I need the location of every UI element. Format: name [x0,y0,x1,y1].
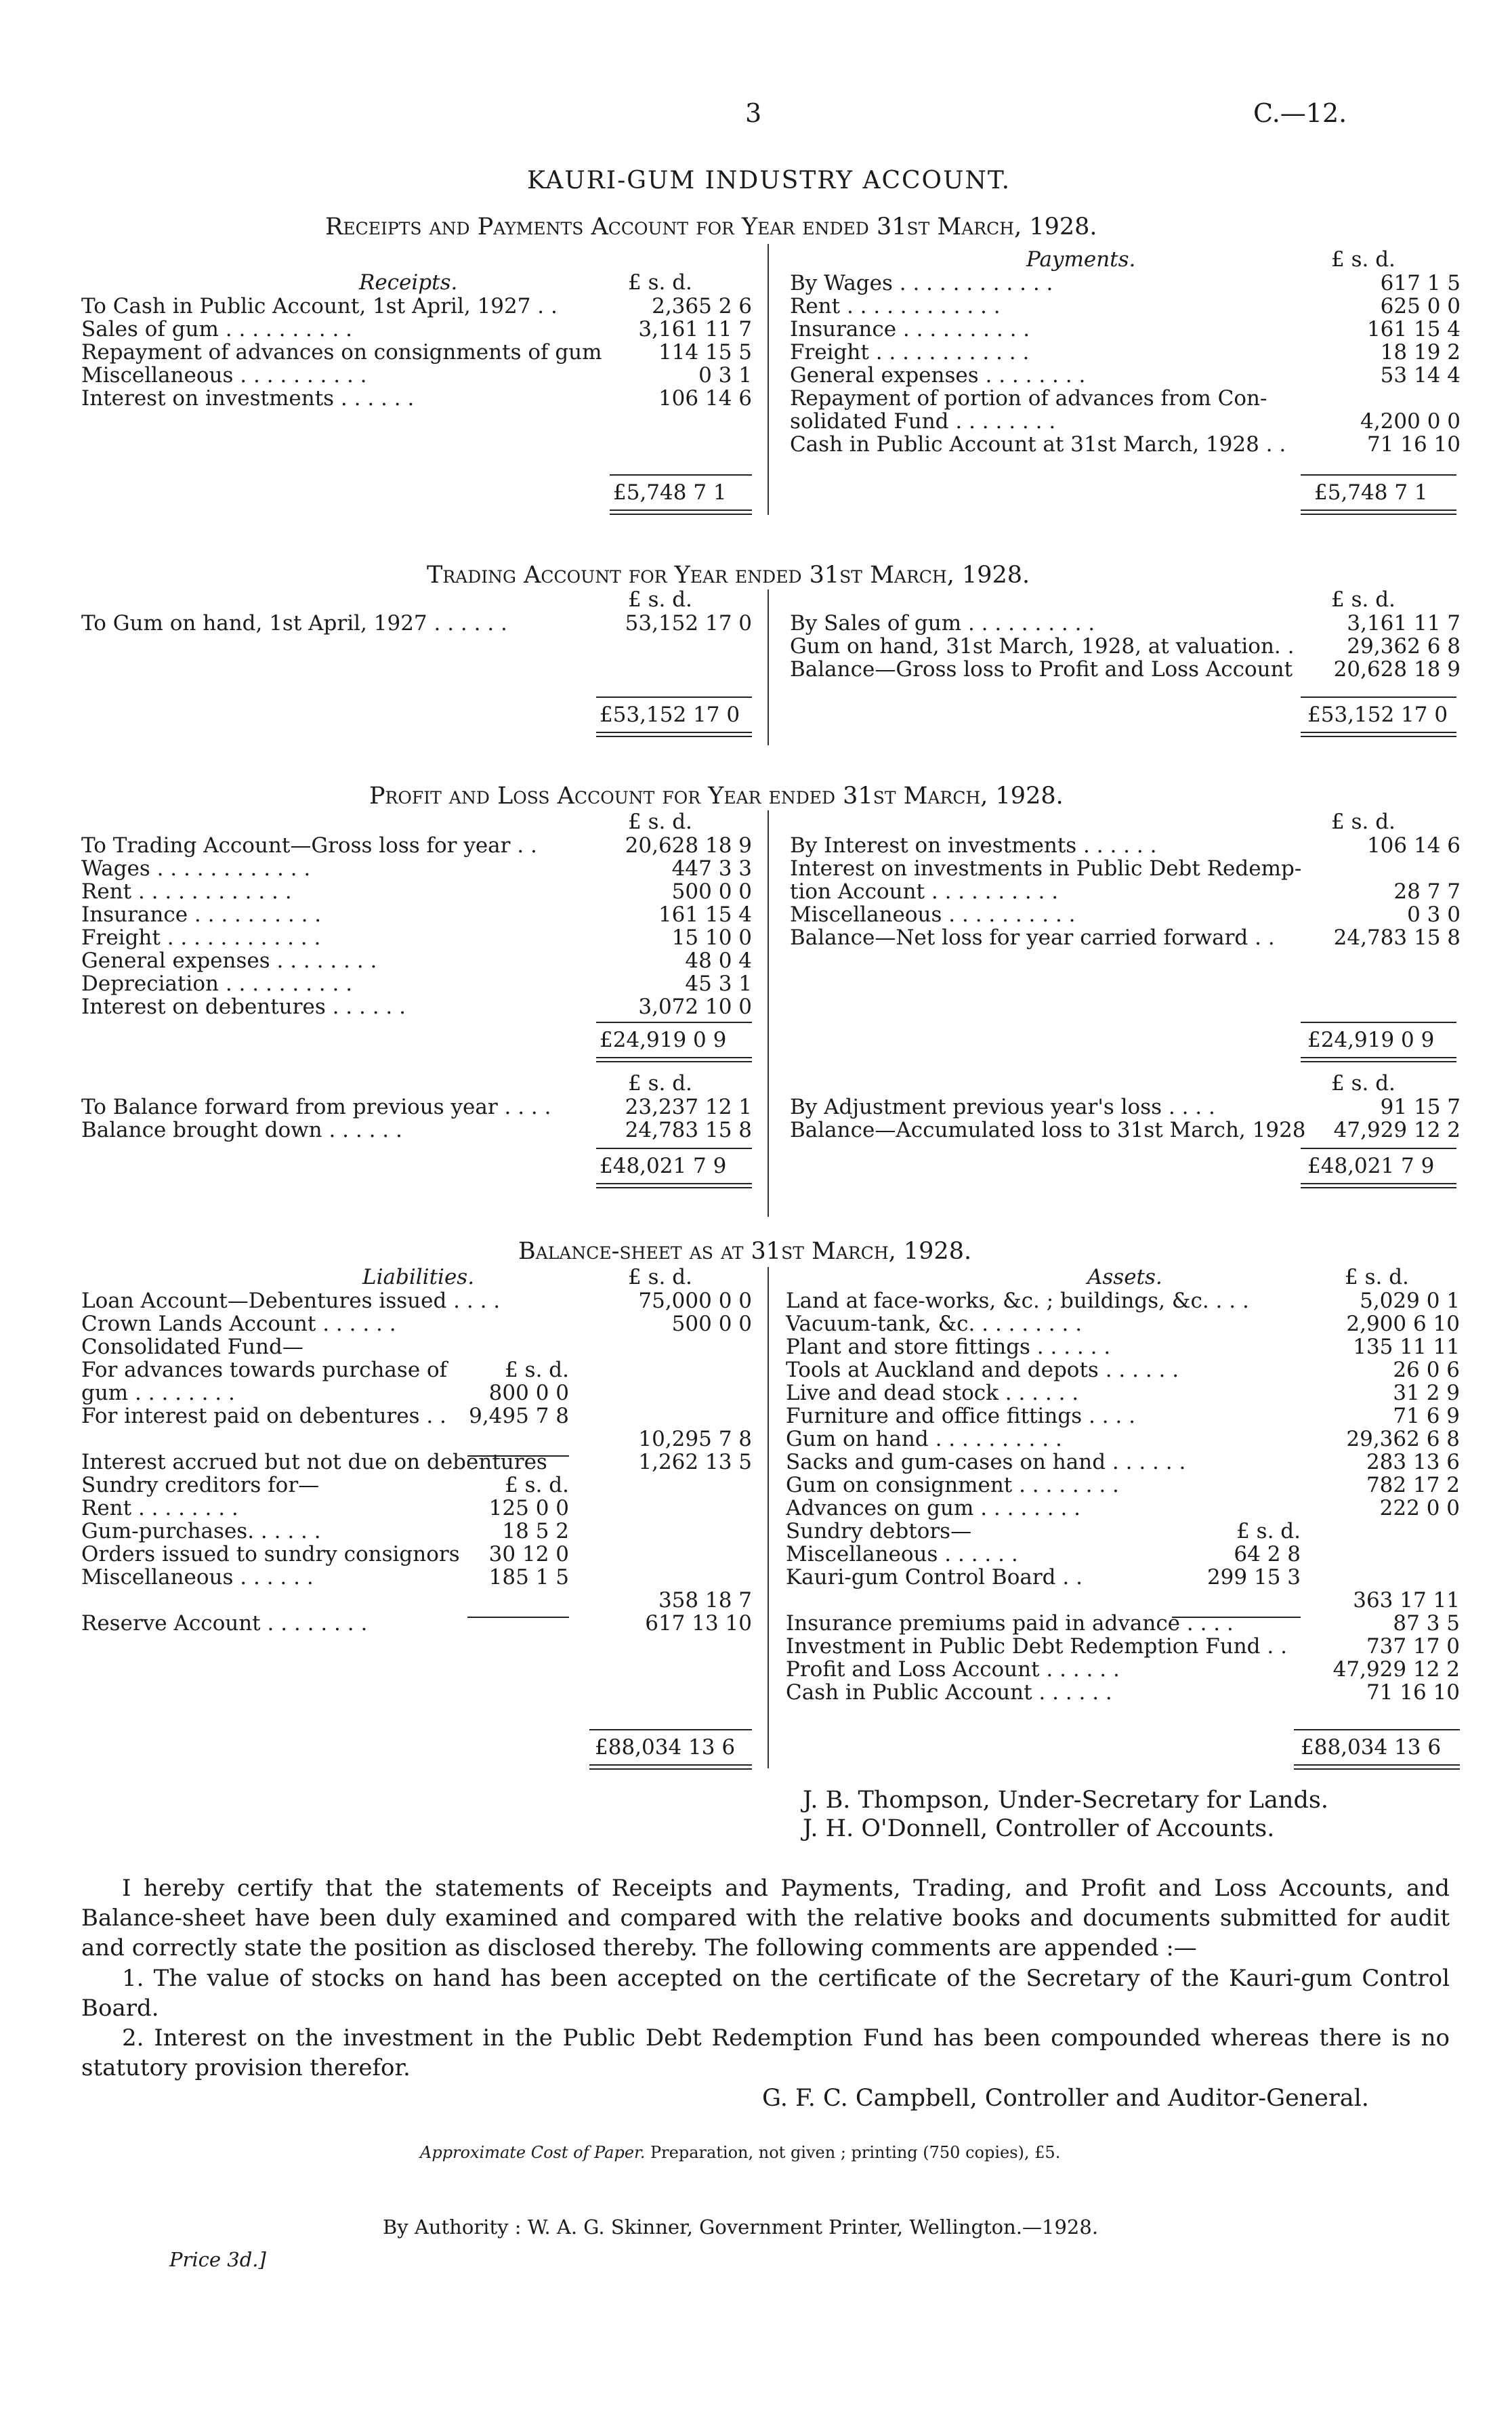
liability-row [81,1404,752,1427]
trading-divider [768,589,769,745]
liabilities-label: Liabilities. [362,1265,475,1289]
pl-debit-row [81,833,752,856]
trading-credit-row-label: By Sales of gum . . . . . . . . . . [790,611,1095,636]
cost-label: Approximate Cost of Paper. [420,2143,646,2162]
pl-credit2-currency-header: £ s. d. [1331,1071,1395,1096]
trading-debit-rule [596,696,752,698]
asset-row-label: Live and dead stock . . . . . . [786,1381,1079,1405]
liability-row [81,1496,752,1519]
liability-row [81,1381,752,1404]
liability-row-label: Rent . . . . . . . . [81,1496,238,1520]
liability-row-label: Loan Account—Debentures issued . . . . [81,1289,501,1313]
pl-credit2-row-label: Balance—Accumulated loss to 31st March, 1928 [790,1118,1306,1142]
trading-credit-row-label: Gum on hand, 31st March, 1928, at valuation. . [790,634,1295,659]
liability-row-label: For advances towards purchase of [81,1358,448,1382]
asset-row-amount: 782 17 2 [1366,1473,1460,1497]
receipts-total-rule [610,474,752,476]
liability-row [81,1312,752,1335]
pl-debit-row [81,879,752,902]
pl-credit-total: £24,919 0 9 [1307,1028,1435,1052]
pl-debit-row-label: Rent . . . . . . . . . . . . [81,879,292,904]
liability-row [81,1611,752,1634]
trading-debit-row-amount: 53,152 17 0 [625,611,752,636]
asset-row-label: Land at face-works, &c. ; buildings, &c. . . . [786,1289,1249,1313]
pl-debit-currency-header: £ s. d. [628,810,692,834]
trading-debit-row-label: To Gum on hand, 1st April, 1927 . . . . . . [81,611,507,636]
asset-row-label: Sundry debtors— [786,1519,972,1543]
pl-credit-row-label: Interest on investments in Public Debt Redemp- [790,856,1302,881]
pl-debit2-row [81,1095,752,1118]
liability-row-sub-amount: 18 5 2 [502,1519,569,1543]
pl-credit2-row [790,1095,1461,1118]
asset-row-label: Tools at Auckland and depots . . . . . . [786,1358,1179,1382]
asset-row-sub-amount: 64 2 8 [1234,1542,1301,1566]
liabilities-sub-rule-1 [467,1455,569,1457]
receipt-row [81,386,752,409]
payment-row [790,363,1461,386]
liability-row-amount: 1,262 13 5 [638,1450,752,1474]
signature-odonnell: J. H. O'Donnell, Controller of Accounts. [803,1815,1275,1842]
pl-debit-row-label: Interest on debentures . . . . . . [81,995,406,1019]
pl-credit2-double-rule [1301,1183,1456,1188]
page-number: 3 [745,98,762,128]
receipt-row [81,363,752,386]
pl-credit-row-label: Miscellaneous . . . . . . . . . . [790,902,1076,927]
liability-row-label: Consolidated Fund— [81,1335,303,1359]
assets-total-rule [1294,1729,1460,1730]
receipts-total-double-rule [610,510,752,515]
payment-row [790,294,1461,317]
pl-credit-currency-header: £ s. d. [1331,810,1395,834]
asset-row [786,1634,1460,1657]
receipts-currency-header: £ s. d. [628,270,692,295]
asset-row [786,1680,1460,1703]
receipt-row-amount: 114 15 5 [658,340,752,365]
asset-row-label: Kauri-gum Control Board . . [786,1565,1083,1589]
asset-row-amount: 222 0 0 [1379,1496,1460,1520]
liability-row [81,1588,752,1611]
profit-loss-divider [768,810,769,1217]
asset-row-label: Vacuum-tank, &c. . . . . . . . . [786,1312,1083,1336]
liability-row-sub-amount: £ s. d. [505,1358,569,1382]
trading-credit-row [790,657,1461,680]
liability-row-sub-amount: 185 1 5 [488,1565,569,1589]
pl-debits [81,833,752,1018]
liability-row [81,1335,752,1358]
liability-row-sub-amount: 30 12 0 [488,1542,569,1566]
trading-credit-row-amount: 20,628 18 9 [1333,657,1461,682]
pl-credit2-total: £48,021 7 9 [1307,1154,1435,1178]
pl-debit-row-amount: 15 10 0 [671,926,752,950]
liability-row-amount: 10,295 7 8 [638,1427,752,1451]
profit-loss-heading: Profit and Loss Account for Year ended 31st March, 1928. [369,783,1064,810]
payment-row [790,409,1461,432]
pl-debit2-currency-header: £ s. d. [628,1071,692,1096]
liabilities-total-rule [589,1729,752,1730]
receipt-row-label: To Cash in Public Account, 1st April, 1927 . . [81,294,558,318]
pl-credit-row-label: Balance—Net loss for year carried forward . . [790,926,1275,950]
pl-credit-row [790,902,1461,926]
trading-debit-double-rule [596,732,752,737]
certificate-paragraph-3: 2. Interest on the investment in the Public Debt Redemption Fund has been compounded whereas there is no statutory provision therefor. [81,2024,1450,2081]
receipt-row-label: Sales of gum . . . . . . . . . . [81,317,353,341]
receipts-payments-heading: Receipts and Payments Account for Year ended 31st March, 1928. [325,213,1097,241]
payment-row-label: Repayment of portion of advances from Con- [790,386,1267,411]
payments-total-rule [1301,474,1456,476]
pl-debit2-row [81,1118,752,1141]
payment-row-label: Cash in Public Account at 31st March, 1928 . . [790,432,1286,457]
liability-row-amount: 358 18 7 [658,1588,752,1613]
pl-debit2-rule [596,1148,752,1149]
pl-debit-row-amount: 45 3 1 [685,972,752,996]
asset-row [786,1404,1460,1427]
liability-row-label: Reserve Account . . . . . . . . [81,1611,368,1636]
payment-row [790,271,1461,294]
doc-code: C.—12. [1253,98,1347,128]
pl-credit-rule [1301,1022,1456,1023]
pl-debit-row-amount: 48 0 4 [685,949,752,973]
asset-row [786,1519,1460,1542]
pl-debit-row-label: Depreciation . . . . . . . . . . [81,972,353,996]
pl-debit2-row-label: Balance brought down . . . . . . [81,1118,402,1142]
asset-row-amount: 737 17 0 [1366,1634,1460,1659]
liabilities-sub-rule-2 [467,1617,569,1618]
pl-debit-row-label: To Trading Account—Gross loss for year . . [81,833,537,858]
liability-row-label: Sundry creditors for— [81,1473,320,1497]
asset-row-amount: 283 13 6 [1366,1450,1460,1474]
certificate-paragraph-1: I hereby certify that the statements of Receipts and Payments, Trading, and Profit and Loss Accounts, and Balance-sheet have been duly examined and compared with the relative books and documents submitted for audit and correctly state the position as disclosed thereby. The following comments are appended :— [81,1875,1450,1961]
pl-debit2-row-label: To Balance forward from previous year . . . . [81,1095,551,1119]
liability-row-sub-amount: 800 0 0 [488,1381,569,1405]
payment-row-amount: 71 16 10 [1366,432,1461,457]
asset-row [786,1427,1460,1450]
balance-sheet-divider [768,1267,769,1768]
trading-credit-row-amount: 3,161 11 7 [1347,611,1461,636]
receipt-row [81,294,752,317]
trading-credit-row [790,634,1461,657]
liability-row-label: Gum-purchases. . . . . . [81,1519,321,1543]
liability-row [81,1427,752,1450]
pl-debit-row-amount: 500 0 0 [671,879,752,904]
payment-row-amount: 625 0 0 [1380,294,1461,318]
pl-debit-row-label: Insurance . . . . . . . . . . [81,902,322,927]
pl-debit-row-label: Wages . . . . . . . . . . . . [81,856,311,881]
signature-thompson: J. B. Thompson, Under-Secretary for Lands. [803,1787,1328,1814]
asset-row-amount: 135 11 11 [1353,1335,1460,1359]
asset-row-amount: 363 17 11 [1353,1588,1460,1613]
pl-credit-row [790,856,1461,879]
trading-heading: Trading Account for Year ended 31st March, 1928. [427,562,1030,589]
liabilities-total-double-rule [589,1764,752,1770]
liability-row-label: Crown Lands Account . . . . . . [81,1312,396,1336]
asset-row-label: Furniture and office fittings . . . . [786,1404,1135,1428]
pl-debit-row-amount: 20,628 18 9 [625,833,752,858]
asset-row [786,1289,1460,1312]
asset-row [786,1335,1460,1358]
document-title: KAURI-GUM INDUSTRY ACCOUNT. [527,167,1011,194]
pl-credits2 [790,1095,1461,1141]
assets-total: £88,034 13 6 [1301,1735,1442,1760]
asset-row-sub-amount: £ s. d. [1236,1519,1301,1543]
asset-row [786,1542,1460,1565]
liability-row [81,1289,752,1312]
pl-credit-double-rule [1301,1057,1456,1062]
asset-row-label: Plant and store fittings . . . . . . [786,1335,1111,1359]
asset-row-sub-amount: 299 15 3 [1206,1565,1301,1589]
liability-row-sub-amount: £ s. d. [505,1473,569,1497]
receipts-total: £5,748 7 1 [613,480,727,505]
price: Price 3d.] [169,2248,266,2271]
cost-text: Preparation, not given ; printing (750 copies), £5. [650,2143,1061,2162]
pl-credit-row [790,879,1461,902]
asset-row-label: Gum on hand . . . . . . . . . . [786,1427,1062,1451]
pl-credit2-row-amount: 91 15 7 [1380,1095,1461,1119]
asset-row-amount: 71 16 10 [1366,1680,1460,1705]
pl-debit-row [81,926,752,949]
assets-total-double-rule [1294,1764,1460,1770]
payments-total-double-rule [1301,510,1456,515]
pl-credit-row-label: tion Account . . . . . . . . . . [790,879,1059,904]
assets-sub-rule [1172,1617,1301,1618]
pl-credit-row-amount: 28 7 7 [1393,879,1461,904]
pl-debit-row-amount: 447 3 3 [671,856,752,881]
liability-row [81,1519,752,1542]
pl-credit-row-amount: 0 3 0 [1407,902,1461,927]
liability-row-sub-amount: 125 0 0 [488,1496,569,1520]
payment-row-label: By Wages . . . . . . . . . . . . [790,271,1053,295]
payment-row-label: Freight . . . . . . . . . . . . [790,340,1030,365]
asset-row-label: Miscellaneous . . . . . . [786,1542,1018,1566]
receipts-label: Receipts. [359,270,458,295]
trading-credit-total: £53,152 17 0 [1307,703,1448,727]
receipts-list [81,294,752,409]
pl-debit2-row-amount: 24,783 15 8 [625,1118,752,1142]
payment-row [790,317,1461,340]
liability-row-label: Miscellaneous . . . . . . [81,1565,314,1589]
asset-row-label: Advances on gum . . . . . . . . [786,1496,1081,1520]
receipt-row-amount: 3,161 11 7 [638,317,752,341]
payment-row-amount: 4,200 0 0 [1360,409,1461,434]
pl-credit2-rule [1301,1148,1456,1149]
trading-debit-total: £53,152 17 0 [600,703,740,727]
receipt-row-amount: 0 3 1 [698,363,752,388]
liability-row-label: Orders issued to sundry consignors [81,1542,460,1566]
pl-debit-row [81,902,752,926]
payment-row [790,340,1461,363]
asset-row-amount: 2,900 6 10 [1346,1312,1460,1336]
payment-row-amount: 18 19 2 [1380,340,1461,365]
receipt-row-label: Miscellaneous . . . . . . . . . . [81,363,367,388]
receipt-row-label: Repayment of advances on consignments of gum [81,340,602,365]
assets-currency-header: £ s. d. [1345,1265,1409,1289]
rp-divider [768,244,769,515]
trading-debit-row [81,611,752,634]
asset-row-label: Sacks and gum-cases on hand . . . . . . [786,1450,1186,1474]
auditor-signature: G. F. C. Campbell, Controller and Auditor-General. [762,2085,1369,2112]
pl-credit-row [790,926,1461,949]
payment-row-amount: 161 15 4 [1366,317,1461,341]
liabilities-total: £88,034 13 6 [595,1735,736,1760]
trading-credit-double-rule [1301,732,1456,737]
assets-list [786,1289,1460,1703]
payments-currency-header: £ s. d. [1331,247,1395,272]
pl-debit2-double-rule [596,1183,752,1188]
asset-row-label: Investment in Public Debt Redemption Fund . . [786,1634,1287,1659]
liability-row [81,1450,752,1473]
liability-row-amount: 500 0 0 [671,1312,752,1336]
liability-row-label: For interest paid on debentures . . [81,1404,446,1428]
pl-debit2-total: £48,021 7 9 [600,1154,727,1178]
asset-row [786,1358,1460,1381]
asset-row [786,1473,1460,1496]
payment-row [790,432,1461,455]
asset-row-label: Cash in Public Account . . . . . . [786,1680,1112,1705]
pl-debit-row [81,856,752,879]
liability-row [81,1565,752,1588]
asset-row [786,1611,1460,1634]
payments-list [790,271,1461,455]
payment-row-label: Rent . . . . . . . . . . . . [790,294,1001,318]
pl-credits [790,833,1461,949]
pl-debit-row [81,972,752,995]
asset-row-amount: 47,929 12 2 [1332,1657,1460,1682]
payment-row [790,386,1461,409]
pl-credit-row [790,833,1461,856]
trading-debits [81,611,752,634]
liability-row [81,1542,752,1565]
pl-debits2 [81,1095,752,1141]
pl-credit-row-amount: 106 14 6 [1366,833,1461,858]
pl-debit2-row-amount: 23,237 12 1 [625,1095,752,1119]
payment-row-amount: 617 1 5 [1380,271,1461,295]
trading-credit-rule [1301,696,1456,698]
trading-credit-row-label: Balance—Gross loss to Profit and Loss Account [790,657,1293,682]
payment-row-amount: 53 14 4 [1380,363,1461,388]
liabilities-currency-header: £ s. d. [628,1265,692,1289]
pl-debit-row-label: General expenses . . . . . . . . [81,949,377,973]
trading-credits [790,611,1461,680]
balance-sheet-heading: Balance-sheet as at 31st March, 1928. [518,1238,972,1265]
receipt-row [81,340,752,363]
asset-row-amount: 71 6 9 [1393,1404,1460,1428]
payment-row-label: General expenses . . . . . . . . [790,363,1086,388]
liability-row [81,1358,752,1381]
assets-label: Assets. [1087,1265,1162,1289]
pl-debit-row [81,949,752,972]
pl-debit-row-label: Freight . . . . . . . . . . . . [81,926,321,950]
pl-debit-double-rule [596,1057,752,1062]
liability-row-amount: 75,000 0 0 [638,1289,752,1313]
trading-credit-row-amount: 29,362 6 8 [1347,634,1461,659]
asset-row-amount: 87 3 5 [1393,1611,1460,1636]
pl-credit2-row-amount: 47,929 12 2 [1333,1118,1461,1142]
asset-row [786,1450,1460,1473]
receipt-row-label: Interest on investments . . . . . . [81,386,415,411]
liability-row [81,1473,752,1496]
liabilities-list [81,1289,752,1634]
payments-label: Payments. [1026,247,1136,272]
trading-credit-currency-header: £ s. d. [1331,587,1395,612]
asset-row [786,1565,1460,1588]
pl-debit-total: £24,919 0 9 [600,1028,727,1052]
pl-credit-row-label: By Interest on investments . . . . . . [790,833,1157,858]
asset-row [786,1381,1460,1404]
trading-debit-currency-header: £ s. d. [628,587,692,612]
certificate-paragraph-2: 1. The value of stocks on hand has been accepted on the certificate of the Secretary of the Kauri-gum Control Board. [81,1965,1450,2022]
receipt-row-amount: 2,365 2 6 [652,294,752,318]
asset-row [786,1657,1460,1680]
asset-row-amount: 5,029 0 1 [1360,1289,1460,1313]
pl-debit-row [81,995,752,1018]
pl-debit-row-amount: 161 15 4 [658,902,752,927]
payments-total: £5,748 7 1 [1314,480,1428,505]
asset-row-label: Profit and Loss Account . . . . . . [786,1657,1120,1682]
pl-credit-row-amount: 24,783 15 8 [1333,926,1461,950]
payment-row-label: solidated Fund . . . . . . . . [790,409,1056,434]
asset-row-amount: 26 0 6 [1393,1358,1460,1382]
pl-debit-row-amount: 3,072 10 0 [638,995,752,1019]
liability-row-label: gum . . . . . . . . [81,1381,235,1405]
asset-row-label: Insurance premiums paid in advance . . . . [786,1611,1234,1636]
pl-debit-rule [596,1022,752,1023]
asset-row-amount: 29,362 6 8 [1346,1427,1460,1451]
liability-row-sub-amount: 9,495 7 8 [469,1404,569,1428]
receipt-row-amount: 106 14 6 [658,386,752,411]
asset-row [786,1496,1460,1519]
asset-row [786,1588,1460,1611]
pl-credit2-row [790,1118,1461,1141]
payment-row-label: Insurance . . . . . . . . . . [790,317,1030,341]
pl-credit2-row-label: By Adjustment previous year's loss . . . . [790,1095,1215,1119]
liability-row-amount: 617 13 10 [645,1611,752,1636]
receipt-row [81,317,752,340]
asset-row [786,1312,1460,1335]
printer-authority: By Authority : W. A. G. Skinner, Government Printer, Wellington.—1928. [383,2216,1099,2239]
liability-row-label: Interest accrued but not due on debentures [81,1450,547,1474]
asset-row-label: Gum on consignment . . . . . . . . [786,1473,1119,1497]
trading-credit-row [790,611,1461,634]
asset-row-amount: 31 2 9 [1393,1381,1460,1405]
